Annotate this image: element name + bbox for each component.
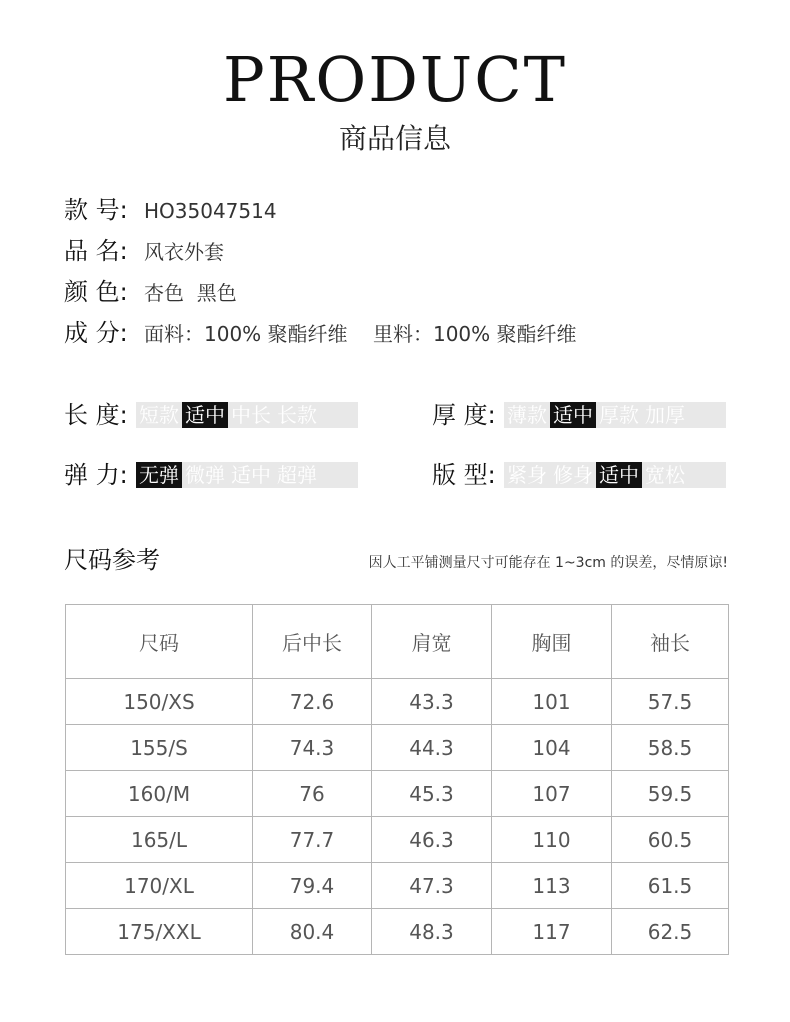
info-label: 款 号: [64,196,128,224]
table-cell: 80.4 [253,909,372,955]
table-cell: 74.3 [253,725,372,771]
column-header: 尺码 [66,605,253,679]
table-cell: 77.7 [253,817,372,863]
attr-fit [432,460,732,493]
info-row-color [64,277,237,309]
option-chip: 厚款 [599,403,639,427]
table-cell: 44.3 [372,725,492,771]
table-cell: 107 [492,771,612,817]
table-row [66,725,729,771]
table-cell: 155/S [66,725,253,771]
table-cell: 58.5 [612,725,729,771]
option-chip: 微弹 [185,463,225,487]
table-cell: 165/L [66,817,253,863]
table-cell: 150/XS [66,679,253,725]
column-header: 袖长 [612,605,729,679]
table-cell: 57.5 [612,679,729,725]
table-cell: 47.3 [372,863,492,909]
info-value: 杏色 黑色 [144,281,237,305]
table-cell: 45.3 [372,771,492,817]
page-title: PRODUCT [223,43,567,116]
table-cell: 104 [492,725,612,771]
column-header: 胸围 [492,605,612,679]
table-row [66,909,729,955]
attr-label: 版 型: [432,461,496,489]
attr-options [136,402,358,428]
table-cell: 117 [492,909,612,955]
column-header: 肩宽 [372,605,492,679]
table-row [66,771,729,817]
table-row [66,863,729,909]
table-cell: 76 [253,771,372,817]
option-chip: 修身 [553,463,593,487]
size-chart-note: 因人工平铺测量尺寸可能存在 1~3cm 的误差，尽情原谅! [368,555,728,571]
option-chip: 适中 [596,462,642,488]
attr-label: 长 度: [64,401,128,429]
attr-options [504,462,726,488]
info-label: 成 分: [64,319,128,347]
option-chip: 短款 [139,403,179,427]
option-chip: 超弹 [277,463,317,487]
attr-options [136,462,358,488]
table-cell: 113 [492,863,612,909]
table-cell: 62.5 [612,909,729,955]
table-cell: 59.5 [612,771,729,817]
option-chip: 宽松 [645,463,685,487]
table-cell: 79.4 [253,863,372,909]
size-chart-heading: 尺码参考 [64,546,160,574]
option-chip: 紧身 [507,463,547,487]
option-chip: 适中 [182,402,228,428]
table-cell: 61.5 [612,863,729,909]
table-row [66,817,729,863]
info-row-product-name [64,236,224,268]
option-chip: 加厚 [645,403,685,427]
table-cell: 160/M [66,771,253,817]
page-subtitle: 商品信息 [338,122,451,155]
table-cell: 170/XL [66,863,253,909]
table-cell: 48.3 [372,909,492,955]
table-cell: 110 [492,817,612,863]
table-cell: 72.6 [253,679,372,725]
table-cell: 60.5 [612,817,729,863]
option-chip: 无弹 [136,462,182,488]
attr-label: 厚 度: [432,401,496,429]
size-table [65,604,729,955]
option-chip: 适中 [231,463,271,487]
table-cell: 101 [492,679,612,725]
info-value: HO35047514 [144,199,277,223]
attr-options [504,402,726,428]
column-header: 后中长 [253,605,372,679]
attr-thickness [432,400,732,433]
info-row-style-no [64,195,277,227]
table-cell: 175/XXL [66,909,253,955]
option-chip: 适中 [550,402,596,428]
attr-elasticity [64,460,364,493]
option-chip: 中长 [231,403,271,427]
info-label: 颜 色: [64,278,128,306]
table-row [66,679,729,725]
info-value: 风衣外套 [144,240,224,264]
table-cell: 46.3 [372,817,492,863]
info-value: 面料：100% 聚酯纤维 里料：100% 聚酯纤维 [144,322,577,346]
attr-length [64,400,364,433]
table-cell: 43.3 [372,679,492,725]
table-header-row [66,605,729,679]
option-chip: 薄款 [507,403,547,427]
attr-label: 弹 力: [64,461,128,489]
option-chip: 长款 [277,403,317,427]
info-row-composition [64,318,577,350]
info-label: 品 名: [64,237,128,265]
